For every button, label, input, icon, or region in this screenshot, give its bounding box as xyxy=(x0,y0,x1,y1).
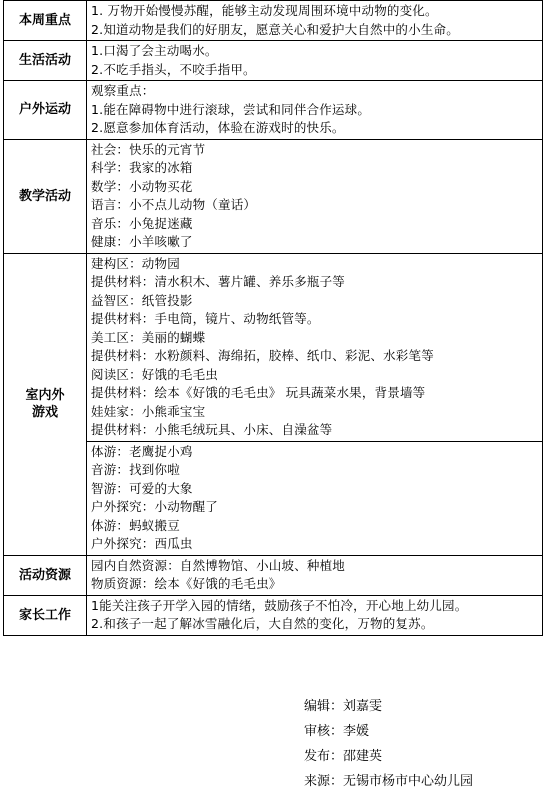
content-line: 音乐：小兔捉迷藏 xyxy=(91,215,193,231)
row-content xyxy=(87,555,543,595)
publisher-credit: 发布：邵建英 xyxy=(304,749,383,764)
content-line: 2.愿意参加体育活动，体验在游戏时的快乐。 xyxy=(91,120,345,135)
reviewer-credit: 审核：李媛 xyxy=(304,724,370,739)
row-content xyxy=(87,41,543,81)
content-line: 提供材料：清水积木、薯片罐、养乐多瓶子等 xyxy=(91,274,346,289)
content-line: 提供材料：手电筒，镜片、动物纸管等。 xyxy=(91,311,320,326)
content-line: 户外探究：西瓜虫 xyxy=(91,536,193,551)
row-label: 户外运动 xyxy=(4,81,87,140)
content-line: 美工区：美丽的蝴蝶 xyxy=(91,329,206,345)
content-line: 音游：找到你啦 xyxy=(91,462,180,477)
content-line: 社会：快乐的元宵节 xyxy=(91,141,206,157)
row-parents xyxy=(4,595,543,635)
row-life-activity xyxy=(4,41,543,81)
content-line: 智游：可爱的大象 xyxy=(91,480,193,496)
row-outdoor-sports xyxy=(4,81,543,140)
row-label: 活动资源 xyxy=(4,555,87,595)
content-line: 益智区：纸管投影 xyxy=(91,292,193,308)
content-line: 1. 万物开始慢慢苏醒，能够主动发现周围环境中动物的变化。 xyxy=(91,3,438,18)
editor-credit: 编辑：刘嘉雯 xyxy=(304,699,383,714)
content-line: 2.知道动物是我们的好朋友，愿意关心和爱护大自然中的小生命。 xyxy=(91,21,459,37)
row-teaching xyxy=(4,139,543,253)
row-label: 家长工作 xyxy=(4,595,87,635)
source-credit: 来源：无锡市杨市中心幼儿园 xyxy=(304,774,474,789)
credits-footer xyxy=(304,694,473,794)
row-weekly-focus xyxy=(4,1,543,41)
content-line: 数学：小动物买花 xyxy=(91,178,193,194)
row-content xyxy=(87,1,543,41)
row-label: 生活活动 xyxy=(4,41,87,81)
content-line: 体游：蚂蚁搬豆 xyxy=(91,517,180,533)
row-content xyxy=(87,595,543,635)
content-line: 提供材料：水粉颜料、海绵拓，胶棒、纸巾、彩泥、水彩笔等 xyxy=(91,348,434,363)
content-line: 娃娃家：小熊乖宝宝 xyxy=(91,403,206,419)
content-line: 观察重点： xyxy=(91,83,155,98)
content-line: 园内自然资源：自然博物馆、小山坡、种植地 xyxy=(91,557,346,573)
row-label-line: 室内外 xyxy=(25,388,65,403)
row-content xyxy=(87,253,543,555)
content-line: 提供材料：小熊毛绒玩具、小床、自澡盆等 xyxy=(91,422,333,437)
row-games xyxy=(4,253,543,555)
content-line: 1能关注孩子开学入园的情绪，鼓励孩子不怕冷，开心地上幼儿园。 xyxy=(91,597,468,613)
row-content xyxy=(87,81,543,140)
content-line: 1.能在障碍物中进行滚球，尝试和同伴合作运球。 xyxy=(91,101,371,117)
content-line: 提供材料：绘本《好饿的毛毛虫》 玩具蔬菜水果，背景墙等 xyxy=(91,385,426,400)
content-line: 建构区：动物园 xyxy=(91,255,180,271)
content-line: 2.不吃手指头，不咬手指甲。 xyxy=(91,61,256,77)
weekly-plan-table xyxy=(3,0,543,636)
content-line: 物质资源：绘本《好饿的毛毛虫》 xyxy=(91,576,282,591)
outdoor-games-block xyxy=(87,441,542,555)
content-line: 1.口渴了会主动喝水。 xyxy=(91,43,218,58)
content-line: 科学：我家的冰箱 xyxy=(91,160,193,175)
content-line: 阅读区：好饿的毛毛虫 xyxy=(91,366,219,382)
row-label xyxy=(4,253,87,555)
row-label: 教学活动 xyxy=(4,139,87,253)
row-resources xyxy=(4,555,543,595)
content-line: 健康：小羊咳嗽了 xyxy=(91,234,193,249)
content-line: 2.和孩子一起了解冰雪融化后，大自然的变化，万物的复苏。 xyxy=(91,616,434,631)
row-content xyxy=(87,139,543,253)
indoor-games-block xyxy=(87,254,542,441)
content-line: 户外探究：小动物醒了 xyxy=(91,499,219,514)
content-line: 语言：小不点儿动物（童话） xyxy=(91,197,257,212)
content-line: 体游：老鹰捉小鸡 xyxy=(91,443,193,459)
row-label-line: 游戏 xyxy=(31,405,58,420)
row-label: 本周重点 xyxy=(4,1,87,41)
